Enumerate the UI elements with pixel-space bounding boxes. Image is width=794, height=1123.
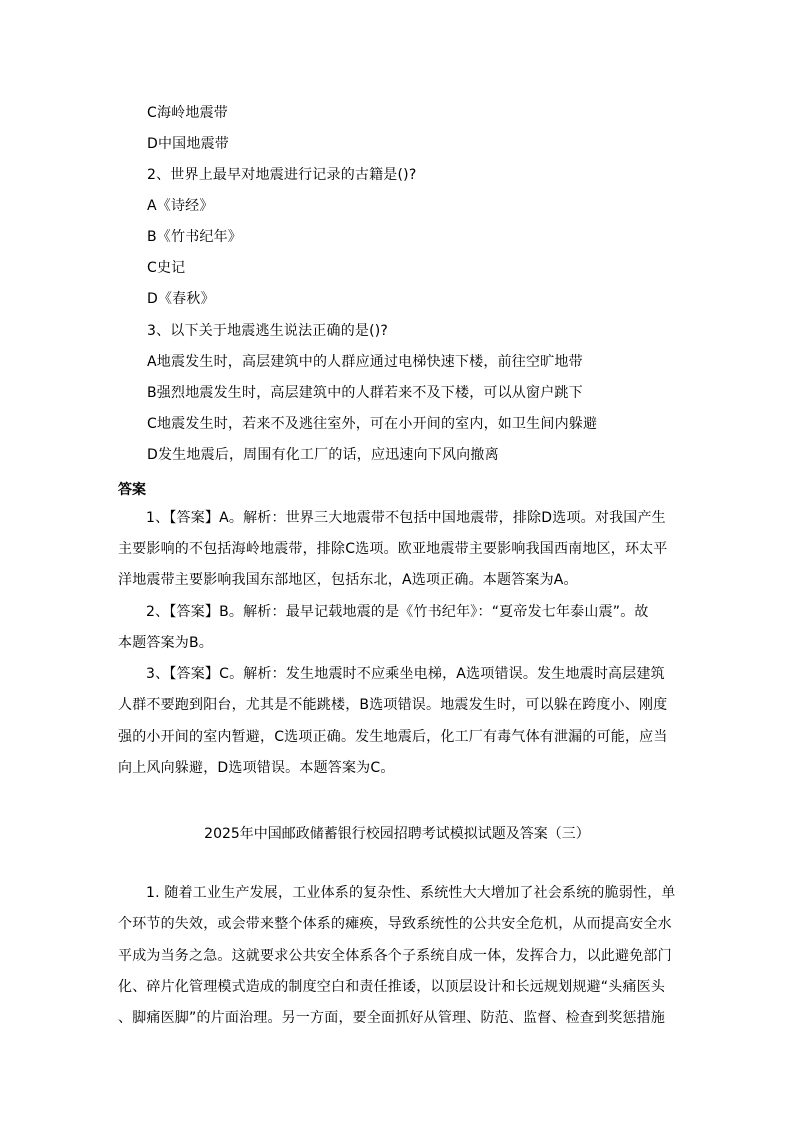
option-c-q3: C地震发生时，若来不及逃往室外，可在小开间的室内，如卫生间内躲避 — [147, 416, 598, 432]
answer-line: 主要影响的不包括海岭地震带，排除C选项。欧亚地震带主要影响我国西南地区，环太平 — [118, 541, 668, 557]
paragraph-line: 1. 随着工业生产发展，工业体系的复杂性、系统性大大增加了社会系统的脆弱性，单 — [146, 885, 676, 901]
option-d-q2: D《春秋》 — [147, 291, 215, 307]
section-title: 2025年中国邮政储蓄银行校园招聘考试模拟试题及答案（三） — [204, 826, 590, 842]
option-a-q3: A地震发生时，高层建筑中的人群应通过电梯快速下楼，前往空旷地带 — [147, 354, 583, 370]
option-b-q3: B强烈地震发生时，高层建筑中的人群若来不及下楼，可以从窗户跳下 — [147, 385, 583, 401]
question-3: 3、以下关于地震逃生说法正确的是()? — [147, 323, 389, 339]
option-b-q2: B《竹书纪年》 — [147, 229, 243, 245]
option-d-q1: D中国地震带 — [147, 136, 229, 152]
paragraph-line: 个环节的失效，或会带来整个体系的瘫痪，导致系统性的公共安全危机，从而提高安全水 — [118, 916, 672, 932]
answer-line: 强的小开间的室内暂避，C选项正确。发生地震后，化工厂有毒气体有泄漏的可能，应当 — [118, 729, 668, 745]
question-2: 2、世界上最早对地震进行记录的古籍是()? — [147, 167, 417, 183]
answer-line: 人群不要跑到阳台，尤其是不能跳楼，B选项错误。地震发生时，可以躲在跨度小、刚度 — [118, 697, 668, 713]
paragraph-line: 平成为当务之急。这就要求公共安全体系各个子系统自成一体，发挥合力，以此避免部门 — [118, 948, 672, 964]
paragraph-line: 、脚痛医脚”的片面治理。另一方面，要全面抓好从管理、防范、监督、检查到奖惩措施 — [118, 1010, 666, 1026]
answer-line: 3、【答案】C。解析：发生地震时不应乘坐电梯，A选项错误。发生地震时高层建筑 — [146, 666, 665, 682]
answer-line: 向上风向躲避，D选项错误。本题答案为C。 — [118, 760, 395, 776]
answer-line: 2、【答案】B。解析：最早记载地震的是《竹书纪年》：“夏帝发七年泰山震”。故 — [146, 604, 649, 620]
answer-line: 本题答案为B。 — [118, 635, 214, 651]
paragraph-line: 化、碎片化管理模式造成的制度空白和责任推诿，以顶层设计和长远规划规避“头痛医头 — [118, 979, 666, 995]
answer-line: 1、【答案】A。解析：世界三大地震带不包括中国地震带，排除D选项。对我国产生 — [146, 510, 666, 526]
option-c-q1: C海岭地震带 — [147, 105, 228, 121]
answers-heading: 答案 — [118, 482, 146, 498]
option-a-q2: A《诗经》 — [147, 198, 214, 214]
answer-line: 洋地震带主要影响我国东部地区，包括东北，A选项正确。本题答案为A。 — [118, 572, 578, 588]
option-d-q3: D发生地震后，周围有化工厂的话，应迅速向下风向撤离 — [147, 447, 499, 463]
option-c-q2: C史记 — [147, 260, 186, 276]
